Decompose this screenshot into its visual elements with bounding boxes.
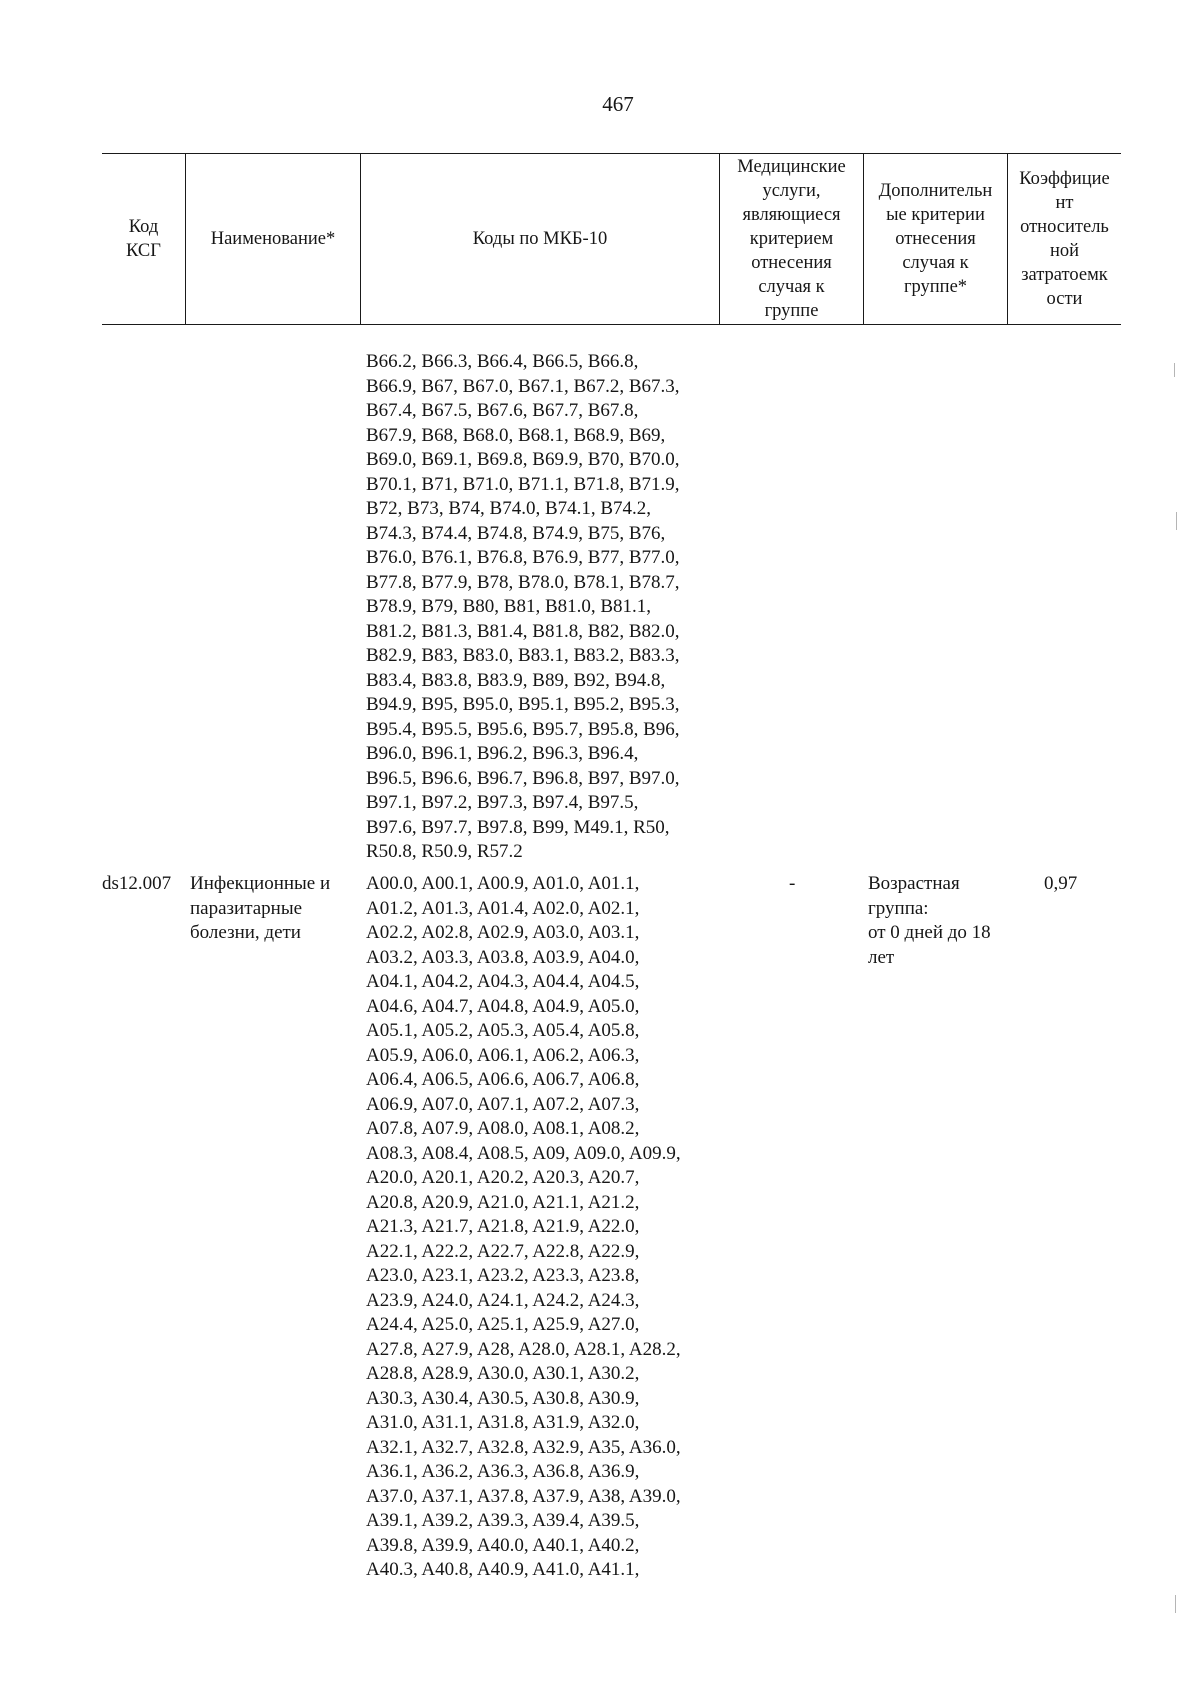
row-additional-line: от 0 дней до 18	[868, 922, 991, 943]
scan-artifact	[1175, 1595, 1176, 1613]
code-line: A07.8, A07.9, A08.0, A08.1, A08.2,	[366, 1118, 640, 1139]
header-name: Наименование*	[210, 229, 336, 249]
code-line: B69.0, B69.1, B69.8, B69.9, B70, B70.0,	[366, 449, 680, 470]
code-line: A01.2, A01.3, A01.4, A02.0, A02.1,	[366, 897, 640, 919]
table-header	[102, 153, 1121, 325]
code-line: A28.8, A28.9, A30.0, A30.1, A30.2,	[366, 1363, 640, 1384]
code-line: B81.2, B81.3, B81.4, B81.8, B82, B82.0,	[366, 620, 680, 642]
row-coefficient: 0,97	[1044, 873, 1078, 894]
code-line: A23.0, A23.1, A23.2, A23.3, A23.8,	[366, 1265, 640, 1286]
code-line: A05.1, A05.2, A05.3, A05.4, A05.8,	[366, 1020, 640, 1041]
row-additional-line: лет	[868, 946, 895, 968]
code-line: A30.3, A30.4, A30.5, A30.8, A30.9,	[366, 1387, 640, 1409]
code-line: A32.1, A32.7, A32.8, A32.9, A35, A36.0,	[366, 1436, 681, 1458]
scan-artifact	[1174, 363, 1175, 377]
code-line: B97.6, B97.7, B97.8, B99, M49.1, R50,	[366, 816, 670, 838]
code-line: B74.3, B74.4, B74.8, B74.9, B75, B76,	[366, 522, 666, 544]
code-line: A22.1, A22.2, A22.7, A22.8, A22.9,	[366, 1240, 640, 1262]
header-mkb-cell	[361, 154, 720, 324]
code-line: A27.8, A27.9, A28, A28.0, A28.1, A28.2,	[366, 1338, 681, 1360]
code-line: A37.0, A37.1, A37.8, A37.9, A38, A39.0,	[366, 1485, 681, 1507]
code-line: B94.9, B95, B95.0, B95.1, B95.2, B95.3,	[366, 694, 680, 715]
row-codes	[366, 872, 681, 1583]
code-line: A03.2, A03.3, A03.8, A03.9, A04.0,	[366, 946, 640, 968]
header-mkb: Коды по МКБ-10	[472, 229, 608, 249]
code-line: A21.3, A21.7, A21.8, A21.9, A22.0,	[366, 1216, 640, 1237]
code-line: B70.1, B71, B71.0, B71.1, B71.8, B71.9,	[366, 473, 680, 495]
code-line: B66.9, B67, B67.0, B67.1, B67.2, B67.3,	[366, 375, 680, 397]
code-line: A39.8, A39.9, A40.0, A40.1, A40.2,	[366, 1534, 640, 1556]
code-line: B76.0, B76.1, B76.8, B76.9, B77, B77.0,	[366, 547, 680, 568]
code-line: B83.4, B83.8, B83.9, B89, B92, B94.8,	[366, 669, 666, 691]
row-name	[190, 872, 330, 946]
row-additional-line: группа:	[868, 897, 929, 919]
row-additional-criteria	[868, 872, 991, 970]
code-line: A08.3, A08.4, A08.5, A09, A09.0, A09.9,	[366, 1142, 681, 1164]
header-additional-criteria: Дополнительн ые критерии отнесения случая к группе*	[878, 181, 993, 297]
code-line: B96.0, B96.1, B96.2, B96.3, B96.4,	[366, 743, 639, 764]
code-line: B77.8, B77.9, B78, B78.0, B78.1, B78.7,	[366, 571, 680, 593]
code-line: A23.9, A24.0, A24.1, A24.2, A24.3,	[366, 1289, 640, 1311]
code-line: B97.1, B97.2, B97.3, B97.4, B97.5,	[366, 792, 639, 813]
code-line: A06.4, A06.5, A06.6, A06.7, A06.8,	[366, 1069, 640, 1090]
code-line: B67.9, B68, B68.0, B68.1, B68.9, B69,	[366, 424, 666, 446]
code-line: B82.9, B83, B83.0, B83.1, B83.2, B83.3,	[366, 645, 680, 666]
row-name-line: болезни, дети	[190, 922, 301, 943]
code-line: A39.1, A39.2, A39.3, A39.4, A39.5,	[366, 1510, 640, 1531]
code-line: A40.3, A40.8, A40.9, A41.0, A41.1,	[366, 1559, 640, 1580]
code-line: B67.4, B67.5, B67.6, B67.7, B67.8,	[366, 400, 639, 421]
code-line: A24.4, A25.0, A25.1, A25.9, A27.0,	[366, 1314, 640, 1335]
header-code-cell	[102, 154, 186, 324]
header-coefficient: Коэффицие нт относитель ной затратоемк ости	[1019, 169, 1110, 309]
header-medical-services: Медицинские услуги, являющиеся критерием отнесения случая к группе	[737, 157, 846, 321]
code-line: A05.9, A06.0, A06.1, A06.2, A06.3,	[366, 1044, 640, 1066]
header-name-cell	[186, 154, 361, 324]
code-line: A36.1, A36.2, A36.3, A36.8, A36.9,	[366, 1461, 640, 1482]
row-code: ds12.007	[102, 873, 172, 894]
row-name-line: паразитарные	[190, 897, 303, 919]
code-line: A31.0, A31.1, A31.8, A31.9, A32.0,	[366, 1412, 640, 1433]
code-line: A06.9, A07.0, A07.1, A07.2, A07.3,	[366, 1093, 640, 1115]
code-line: A20.8, A20.9, A21.0, A21.1, A21.2,	[366, 1191, 640, 1213]
continuation-codes	[366, 350, 680, 865]
code-line: B78.9, B79, B80, B81, B81.0, B81.1,	[366, 596, 652, 617]
row-name-line: Инфекционные и	[190, 873, 331, 894]
row-additional-line: Возрастная	[868, 873, 960, 894]
header-code: Код КСГ	[126, 217, 161, 261]
code-line: A20.0, A20.1, A20.2, A20.3, A20.7,	[366, 1167, 640, 1188]
code-line: A02.2, A02.8, A02.9, A03.0, A03.1,	[366, 922, 640, 943]
row-medical-services: -	[789, 873, 796, 894]
code-line: A00.0, A00.1, A00.9, A01.0, A01.1,	[366, 873, 640, 894]
scan-artifact	[1176, 512, 1177, 530]
header-coefficient-cell	[1008, 154, 1121, 324]
code-line: A04.6, A04.7, A04.8, A04.9, A05.0,	[366, 995, 640, 1017]
code-line: B95.4, B95.5, B95.6, B95.7, B95.8, B96,	[366, 718, 680, 740]
code-line: R50.8, R50.9, R57.2	[366, 841, 523, 862]
code-line: B66.2, B66.3, B66.4, B66.5, B66.8,	[366, 351, 639, 372]
header-additional-criteria-cell	[864, 154, 1008, 324]
code-line: A04.1, A04.2, A04.3, A04.4, A04.5,	[366, 971, 640, 992]
page-number: 467	[602, 92, 634, 116]
code-line: B96.5, B96.6, B96.7, B96.8, B97, B97.0,	[366, 767, 680, 789]
code-line: B72, B73, B74, B74.0, B74.1, B74.2,	[366, 498, 652, 519]
header-medical-services-cell	[720, 154, 864, 324]
